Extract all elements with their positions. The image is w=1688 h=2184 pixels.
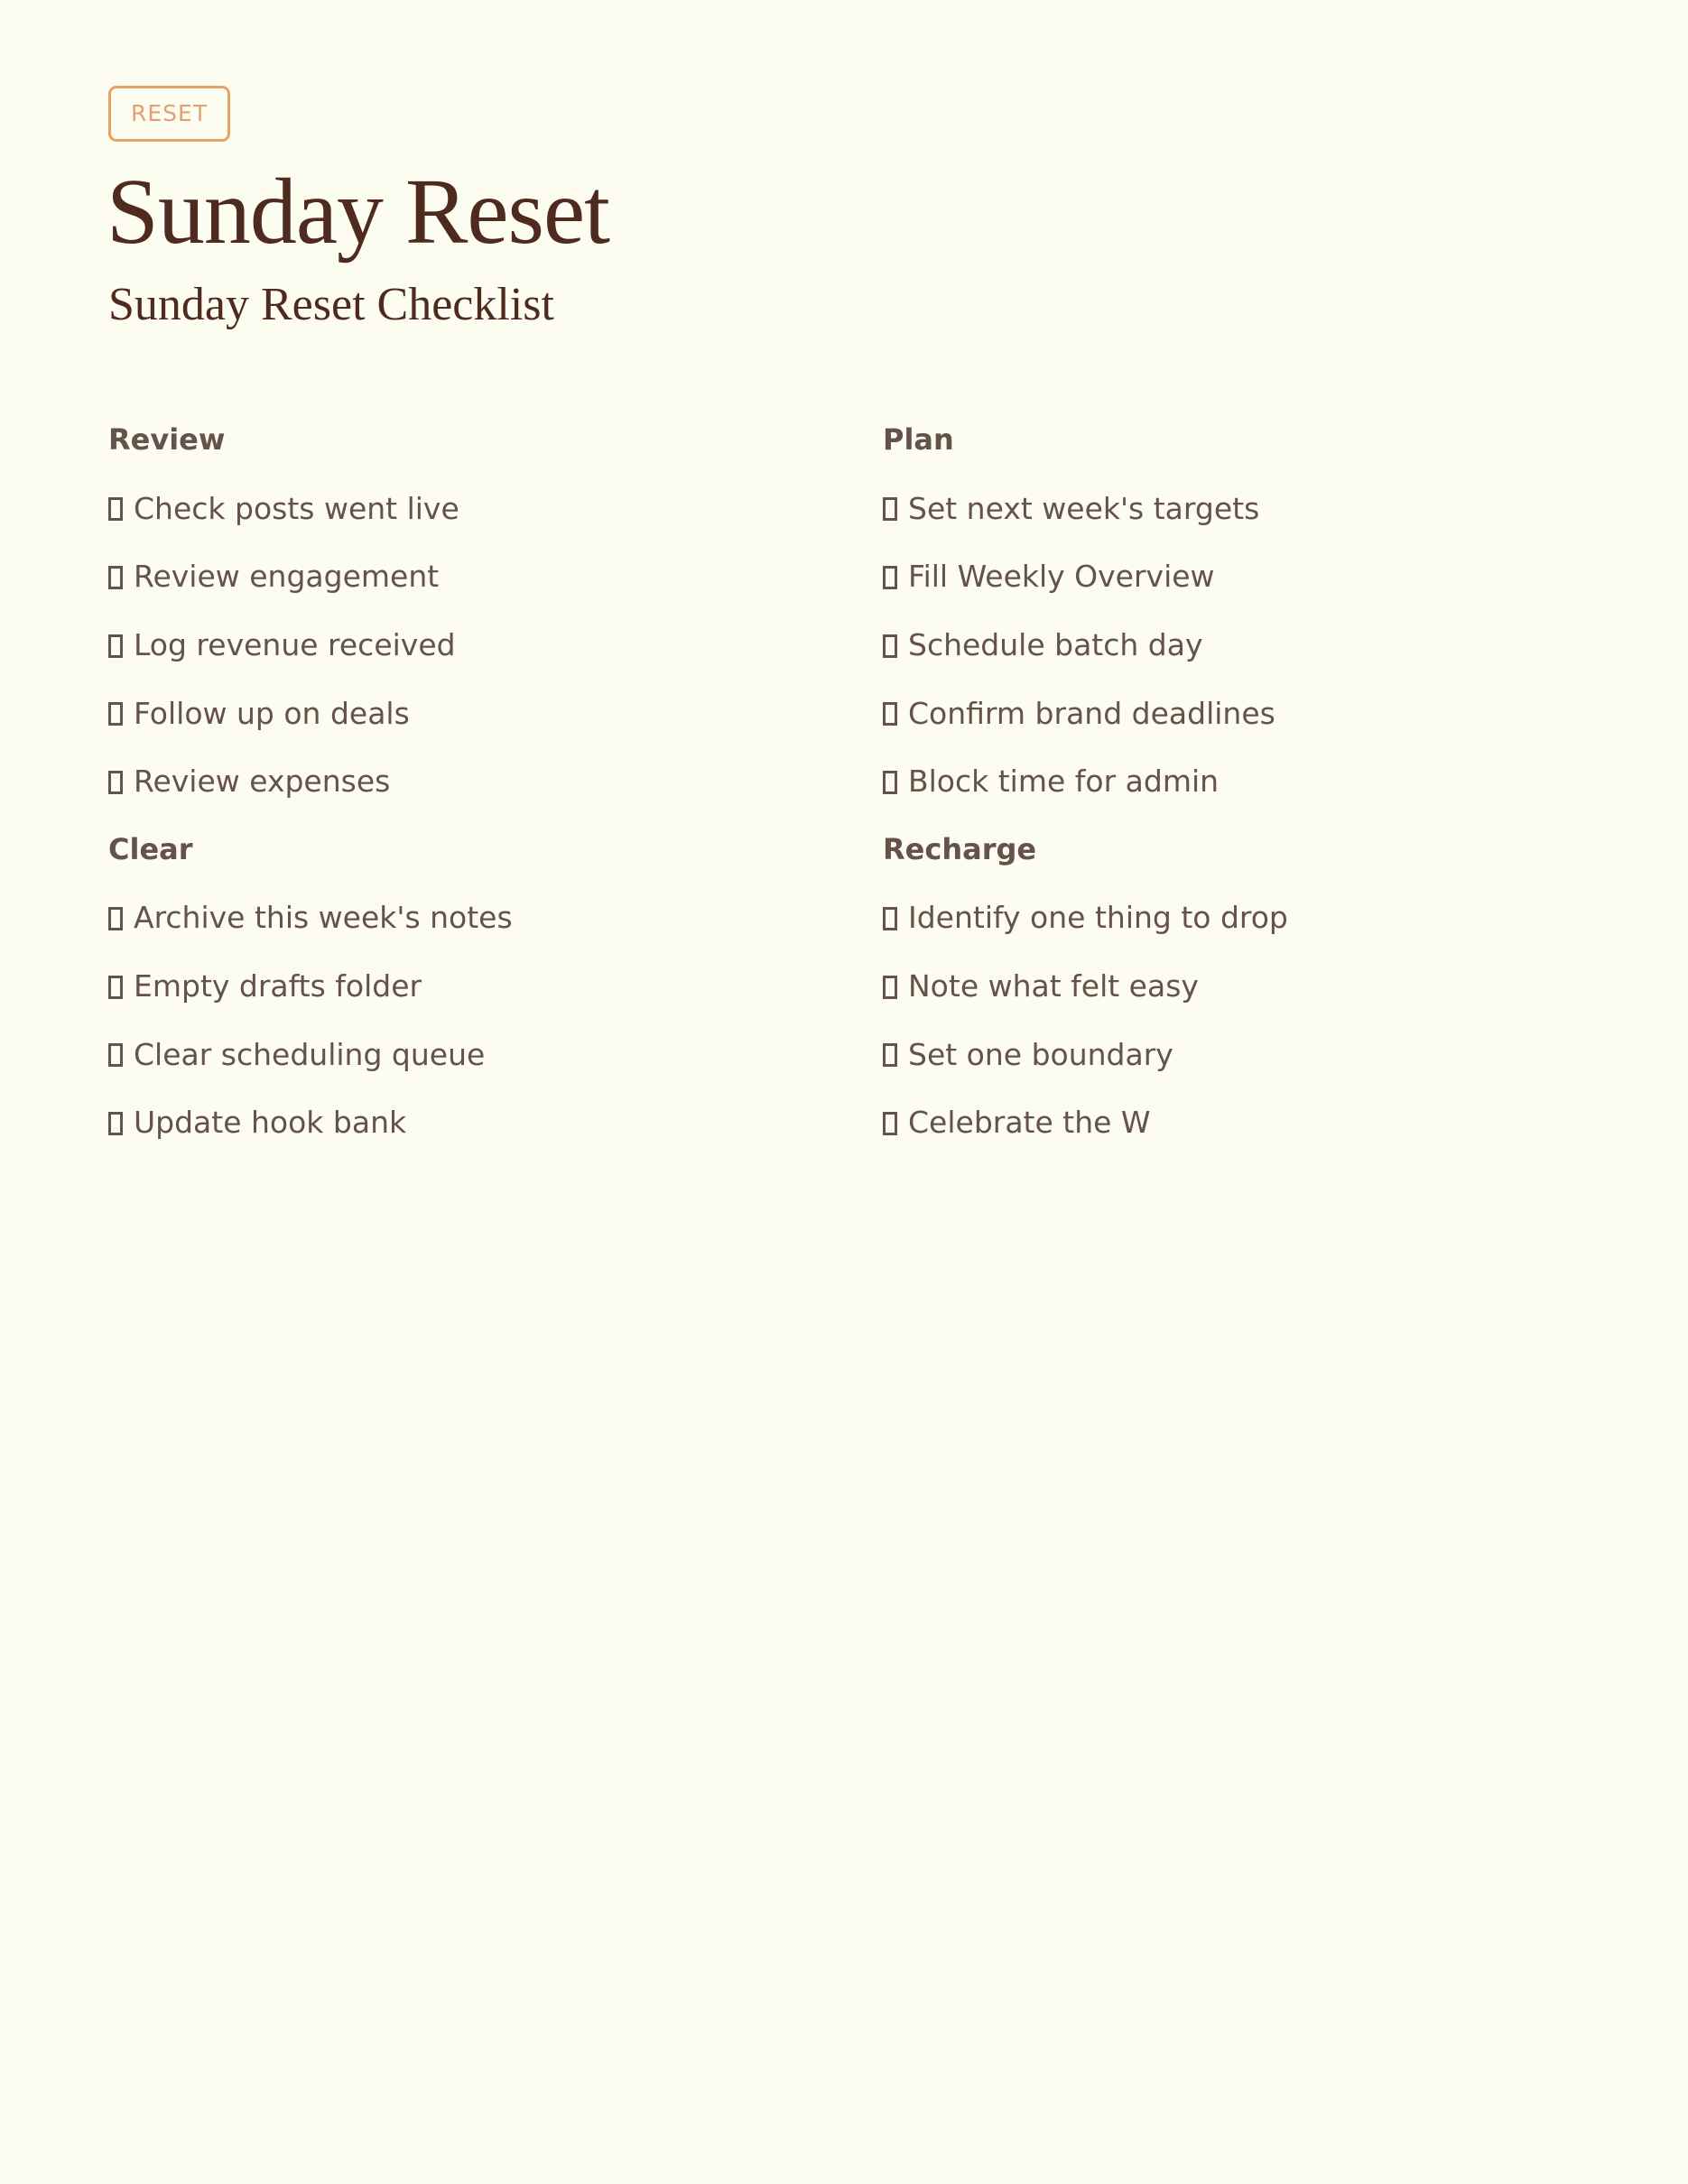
- checkbox-empty-icon[interactable]: [883, 976, 897, 999]
- item-label: Note what felt easy: [908, 968, 1199, 1004]
- item-label: Set one boundary: [908, 1036, 1173, 1072]
- checkbox-empty-icon[interactable]: [883, 566, 897, 589]
- checklist-item[interactable]: [883, 679, 1657, 747]
- checkbox-empty-icon[interactable]: [108, 976, 123, 999]
- left-column: [108, 406, 883, 1157]
- checklist-item[interactable]: [108, 475, 883, 543]
- checklist-item[interactable]: [108, 611, 883, 680]
- checklist-item[interactable]: [883, 611, 1657, 680]
- checkbox-empty-icon[interactable]: [883, 634, 897, 658]
- section-heading: Review: [108, 422, 226, 457]
- item-label: Celebrate the W: [908, 1105, 1151, 1141]
- checkbox-empty-icon[interactable]: [883, 1043, 897, 1067]
- checkbox-empty-icon[interactable]: [108, 497, 123, 521]
- checkbox-empty-icon[interactable]: [108, 702, 123, 726]
- checklist-item[interactable]: [108, 952, 883, 1021]
- checkbox-empty-icon[interactable]: [883, 907, 897, 930]
- checkbox-empty-icon[interactable]: [108, 1043, 123, 1067]
- section-recharge: [883, 816, 1657, 1157]
- section-clear: [108, 816, 883, 1157]
- checkbox-empty-icon[interactable]: [108, 566, 123, 589]
- checklist-item[interactable]: [108, 679, 883, 747]
- item-label: Follow up on deals: [134, 695, 410, 731]
- checklist-item[interactable]: [108, 1088, 883, 1157]
- item-label: Archive this week's notes: [134, 900, 513, 936]
- checklist-item[interactable]: [883, 1088, 1657, 1157]
- checklist-item[interactable]: [108, 1020, 883, 1088]
- section-heading: Recharge: [883, 831, 1037, 866]
- item-label: Review expenses: [134, 763, 391, 800]
- checkbox-empty-icon[interactable]: [108, 907, 123, 930]
- page-subtitle: Sunday Reset Checklist: [108, 279, 554, 330]
- checklist-page: [107, 86, 1598, 1141]
- checklist-item[interactable]: [108, 542, 883, 611]
- checkbox-empty-icon[interactable]: [108, 771, 123, 794]
- section-heading: Clear: [108, 831, 193, 866]
- item-label: Clear scheduling queue: [134, 1036, 486, 1072]
- checklist-item[interactable]: [108, 884, 883, 952]
- item-label: Update hook bank: [134, 1105, 407, 1141]
- item-label: Review engagement: [134, 559, 440, 595]
- page-title: Sunday Reset: [107, 160, 610, 264]
- item-label: Empty drafts folder: [134, 968, 422, 1004]
- right-column: [883, 406, 1657, 1157]
- checkbox-empty-icon[interactable]: [883, 497, 897, 521]
- item-label: Fill Weekly Overview: [908, 559, 1215, 595]
- checklist-item[interactable]: [883, 884, 1657, 952]
- checkbox-empty-icon[interactable]: [108, 1112, 123, 1135]
- item-label: Block time for admin: [908, 763, 1220, 800]
- section-review: [108, 406, 883, 816]
- checkbox-empty-icon[interactable]: [883, 771, 897, 794]
- checklist-item[interactable]: [883, 747, 1657, 816]
- item-label: Identify one thing to drop: [908, 900, 1288, 936]
- checkbox-empty-icon[interactable]: [883, 702, 897, 726]
- checklist-columns: [108, 406, 1598, 1157]
- item-label: Log revenue received: [134, 627, 456, 663]
- item-label: Schedule batch day: [908, 627, 1203, 663]
- section-plan: [883, 406, 1657, 816]
- checklist-item[interactable]: [883, 475, 1657, 543]
- checkbox-empty-icon[interactable]: [108, 634, 123, 658]
- checkbox-empty-icon[interactable]: [883, 1112, 897, 1135]
- checklist-item[interactable]: [883, 952, 1657, 1021]
- item-label: Check posts went live: [134, 490, 459, 526]
- category-badge: RESET: [108, 86, 230, 142]
- item-label: Confirm brand deadlines: [908, 695, 1275, 731]
- item-label: Set next week's targets: [908, 490, 1260, 526]
- checklist-item[interactable]: [108, 747, 883, 816]
- checklist-item[interactable]: [883, 542, 1657, 611]
- section-heading: Plan: [883, 422, 954, 457]
- checklist-item[interactable]: [883, 1020, 1657, 1088]
